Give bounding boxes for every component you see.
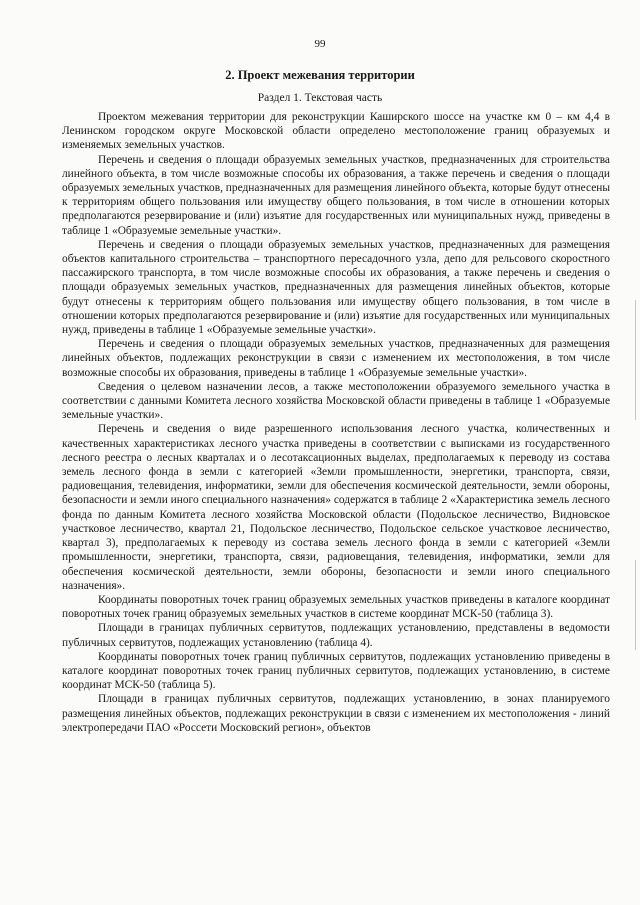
paragraph: Перечень и сведения о площади образуемых земельных участков, предназначенных для размещения линейных объектов, подлежащих реконструкции в связи с изменением их местоположения, в том числе возможные способы их образования, приведены в таблице 1 «Образуемые земельные участки».: [62, 338, 610, 379]
paragraph: Проектом межевания территории для реконструкции Каширского шоссе на участке км 0 – км 4,4 в Ленинском городском округе Московской области определено местоположение границ образуемых и изменяемых земельных участков.: [62, 111, 610, 152]
scan-edge-mark: [635, 300, 636, 420]
paragraph: Площади в границах публичных сервитутов, подлежащих установлению, представлены в ведомости публичных сервитутов, подлежащих установлению (таблица 4).: [62, 622, 610, 649]
paragraph: Координаты поворотных точек границ публичных сервитутов, подлежащих установлению приведены в каталоге координат поворотных точек границ публичных сервитутов, подлежащих установлению, в системе координат МСК-50 (таблица 5).: [62, 650, 610, 692]
page-number: 99: [314, 38, 326, 50]
paragraph: Координаты поворотных точек границ образуемых земельных участков приведены в каталоге координат поворотных точек границ образуемых земельных участков в системе координат МСК-50 (таблица 3).: [62, 593, 610, 621]
document-body: [62, 110, 610, 735]
scan-edge-mark: [635, 560, 636, 650]
paragraph: Перечень и сведения о виде разрешенного использования лесного участка, количественных и качественных характеристиках лесного участка приведены в соответствии с выписками из государственного лесного реестра о лесных кварталах и о лесотаксационных выделах, предполагаемых к переводу из состава земель лесного фонда в земли с категорией «Земли промышленности, энергетики, транспорта, связи, радиовещания, телевидения, информатики, земли для обеспечения космической деятельности, земли обороны, безопасности и земли иного специального назначения» содержатся в таблице 2 «Характеристика земель лесного фонда по данным Комитета лесного хозяйства Московской области (Подольское лесничество, Видновское участковое лесничество, квартал 21, Подольское лесничество, Подольское сельское участковое лесничество, квартал 3), предполагаемых к переводу из состава земель лесного фонда в земли с категорией «Земли промышленности, энергетики, транспорта, связи, радиовещания, телевидения, информатики, земли для обеспечения космической деятельности, земли обороны, безопасности и земли иного специального назначения».: [62, 423, 610, 592]
paragraph: Сведения о целевом назначении лесов, а также местоположении образуемого земельного участка в соответствии с данными Комитета лесного хозяйства Московской области приведены в таблице 1 «Образуемые земельные участки».: [62, 380, 610, 422]
paragraph: Площади в границах публичных сервитутов, подлежащих установлению, в зонах планируемого размещения линейных объектов, подлежащих реконструкции в связи с изменением их местоположения - линий электропередачи ПАО «Россети Московский регион», объектов: [62, 693, 610, 734]
paragraph: Перечень и сведения о площади образуемых земельных участков, предназначенных для размещения объектов капитального строительства – транспортного пересадочного узла, депо для рельсового скоростного пассажирского транспорта, в том числе возможные способы их образования, а также перечень и сведения о площади образуемых земельных участков, предназначенных для размещения линейных объектов, которые будут отнесены к территориям общего пользования или имуществу общего пользования, в том числе в отношении которых предполагаются резервирование и (или) изъятие для государственных или муниципальных нужд, приведены в таблице 1 «Образуемые земельные участки».: [62, 238, 610, 337]
section-title: 2. Проект межевания территории: [225, 68, 415, 82]
subsection-title: Раздел 1. Текстовая часть: [257, 92, 383, 104]
paragraph: Перечень и сведения о площади образуемых земельных участков, предназначенных для строительства линейного объекта, в том числе возможные способы их образования, а также перечень и сведения о площади образуемых земельных участков, предназначенных для размещения линейного объекта, которые будут отнесены к территориям общего пользования или имуществу общего пользования, в том числе в отношении которых предполагаются резервирование и (или) изъятие для государственных или муниципальных нужд, приведены в таблице 1 «Образуемые земельные участки».: [62, 153, 610, 237]
